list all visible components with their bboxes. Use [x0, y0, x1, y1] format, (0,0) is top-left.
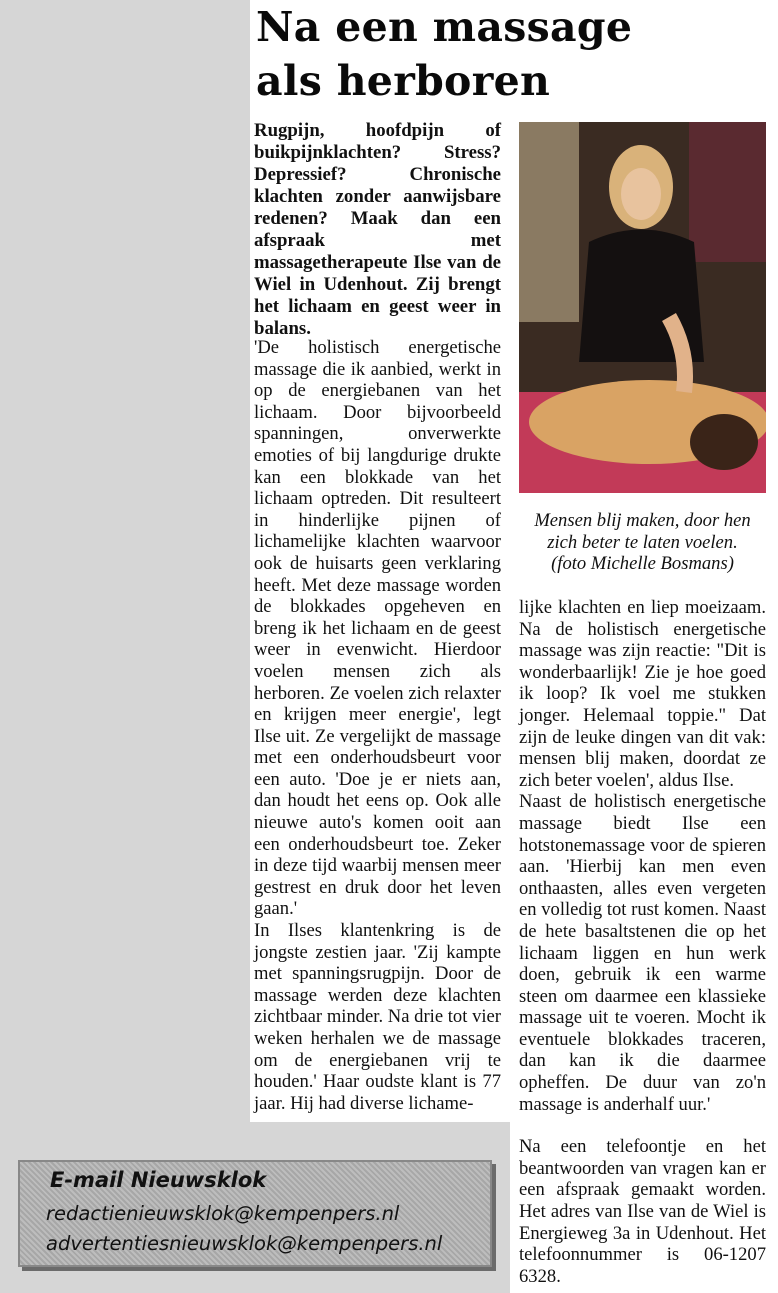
article-photo [519, 122, 766, 493]
photo-caption [519, 510, 766, 575]
column-2-paragraph-2: Naast de holistisch energetische massage biedt Ilse een hotstonemassage voor de spieren aan. 'Hierbij kan men even onthaasten, alles even vergeten en volledig tot rust komen. Naast de hete basaltstenen die op het lichaam liggen en hun werk doen, gebruik ik een warme steen om daarmee een klassieke massage uit te voeren. Mocht ik eventuele blokkades traceren, dan kan ik die daarmee opheffen. De duur van zo'n massage is anderhalf uur.' [519, 791, 766, 1115]
headline-line-2: als herboren [256, 57, 551, 105]
email-box-title: E-mail Nieuwsklok [50, 1168, 267, 1192]
caption-line-2: zich beter te laten voelen. [547, 531, 738, 553]
headline-line-1: Na een massage [256, 3, 633, 51]
article-column-1 [254, 337, 501, 1114]
column-1-paragraph-1: 'De holistisch energetische massage die ik aanbied, werkt in op de energiebanen van het lichaam. Door bijvoorbeeld spanningen, onverwerkte emoties of bij langdurige drukte kan een blokkade van het lichaam optreden. Dit resulteert in hinderlijke pijnen of lichamelijke klachten waarvoor ook de huisarts geen verklaring heeft. Met deze massage worden de blokkades opgeheven en breng ik het lichaam en de geest weer in evenwicht. Hierdoor voelen mensen zich als herboren. Ze voelen zich relaxter en krijgen meer energie', legt Ilse uit. Ze vergelijkt de massage met een onderhoudsbeurt voor een auto. 'Doe je er niets aan, dan houdt het eens op. Ook alle nieuwe auto's komen ooit aan een onderhoudsbeurt toe. Zeker in deze tijd waarbij mensen meer gestrest en druk door het leven gaan.' [254, 337, 501, 920]
email-box [18, 1160, 492, 1267]
email-advertenties-link[interactable]: advertentiesnieuwsklok@kempenpers.nl [46, 1232, 443, 1255]
caption-line-1: Mensen blij maken, door hen [534, 510, 751, 531]
caption-credit: (foto Michelle Bosmans) [551, 553, 734, 574]
column-2-paragraph-3: Na een telefoontje en het beantwoorden van vragen kan er een afspraak gemaakt worden. Het adres van Ilse van de Wiel is Energieweg 3a in Udenhout. Het telefoonnummer is 06-1207 6328. [519, 1136, 766, 1287]
email-redactie-link[interactable]: redactienieuwsklok@kempenpers.nl [46, 1202, 400, 1225]
article-lead: Rugpijn, hoofdpijn of buikpijnklachten? Stress? Depressief? Chronische klachten zonder aanwijsbare redenen? Maak dan een afspraak met massagetherapeute Ilse van de Wiel in Udenhout. Zij brengt het lichaam en geest weer in balans. [254, 120, 501, 339]
column-2-paragraph-1: lijke klachten en liep moeizaam. Na de holistisch energetische massage was zijn reactie: "Dit is wonderbaarlijk! Zie je hoe goed ik loop? Ik voel me stukken jonger. Helemaal toppie." Dat zijn de leuke dingen van dit vak: mensen blij maken, doordat ze zich beter voelen', aldus Ilse. [519, 597, 766, 791]
gray-margin-left [0, 0, 250, 1122]
photo-illustration [519, 122, 766, 493]
column-1-paragraph-2: In Ilses klantenkring is de jongste zestien jaar. 'Zij kampte met spanningsrugpijn. Door de massage werden deze klachten zichtbaar minder. Na drie tot vier weken herhalen we de massage om de energiebanen vrij te houden.' Haar oudste klant is 77 jaar. Hij had diverse lichame- [254, 920, 501, 1114]
article-headline [256, 0, 771, 108]
article-column-2 [519, 597, 766, 1287]
